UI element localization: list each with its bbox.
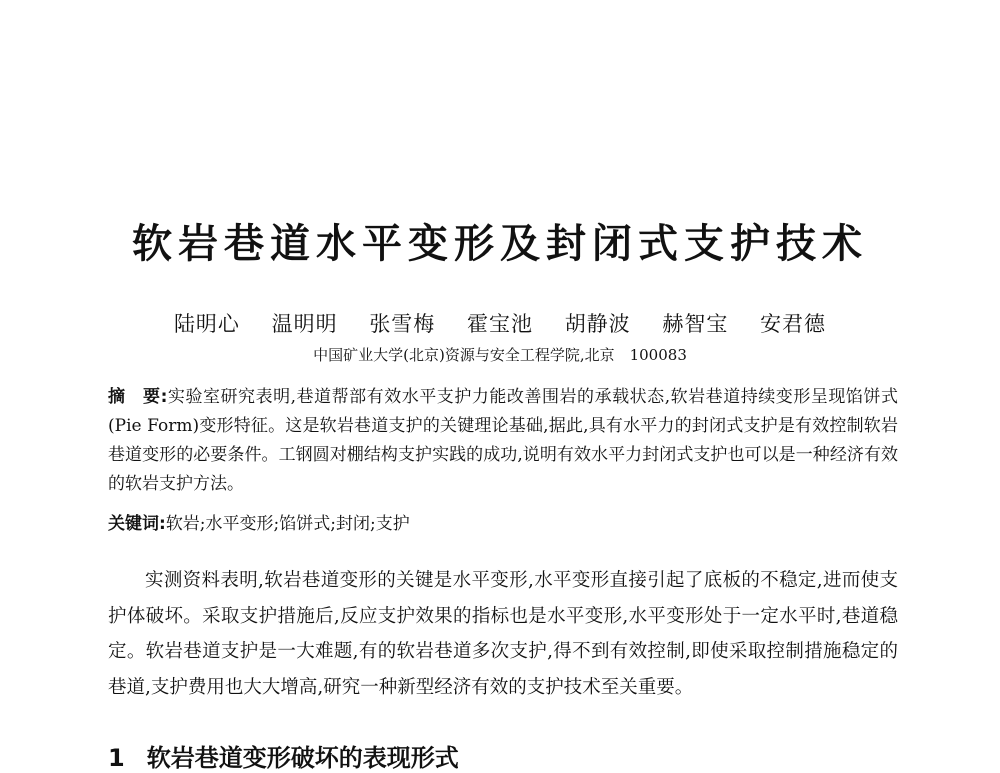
abstract-label: 摘 要:: [108, 387, 168, 407]
keywords: [108, 510, 898, 539]
author-name: 安君德: [760, 312, 827, 336]
body-paragraph: 实测资料表明,软岩巷道变形的关键是水平变形,水平变形直接引起了底板的不稳定,进而使支护体破坏。采取支护措施后,反应支护效果的指标也是水平变形,水平变形处于一定水平时,巷道稳定。软岩巷道支护是一大难题,有的软岩巷道多次支护,得不到有效控制,即使采取控制措施稳定的巷道,支护费用也大大增高,研究一种新型经济有效的支护技术至关重要。: [108, 570, 898, 698]
affiliation: 中国矿业大学(北京)资源与安全工程学院,北京 100083: [313, 346, 687, 364]
paper-title: 软岩巷道水平变形及封闭式支护技术: [132, 221, 868, 267]
section-heading: [108, 738, 898, 773]
author-name: 温明明: [271, 312, 338, 336]
section-number: 1: [108, 744, 125, 772]
section-title: 软岩巷道变形破坏的表现形式: [146, 744, 459, 772]
abstract: [108, 383, 898, 499]
author-name: 胡静波: [564, 312, 631, 336]
author-name: 赫智宝: [662, 312, 729, 336]
author-list: [0, 308, 1000, 338]
author-name: 霍宝池: [467, 312, 533, 336]
keywords-text: 软岩;水平变形;馅饼式;封闭;支护: [165, 514, 410, 534]
author-name: 陆明心: [173, 312, 240, 336]
abstract-text: 实验室研究表明,巷道帮部有效水平支护力能改善围岩的承载状态,软岩巷道持续变形呈现馅饼式(Pie Form)变形特征。这是软岩巷道支护的关键理论基础,据此,具有水平力的封闭式支护是有效控制软岩巷道变形的必要条件。工钢圆对棚结构支护实践的成功,说明有效水平力封闭式支护也可以是一种经济有效的软岩支护方法。: [108, 387, 898, 494]
keywords-label: 关键词:: [108, 514, 166, 534]
author-name: 张雪梅: [369, 312, 436, 336]
